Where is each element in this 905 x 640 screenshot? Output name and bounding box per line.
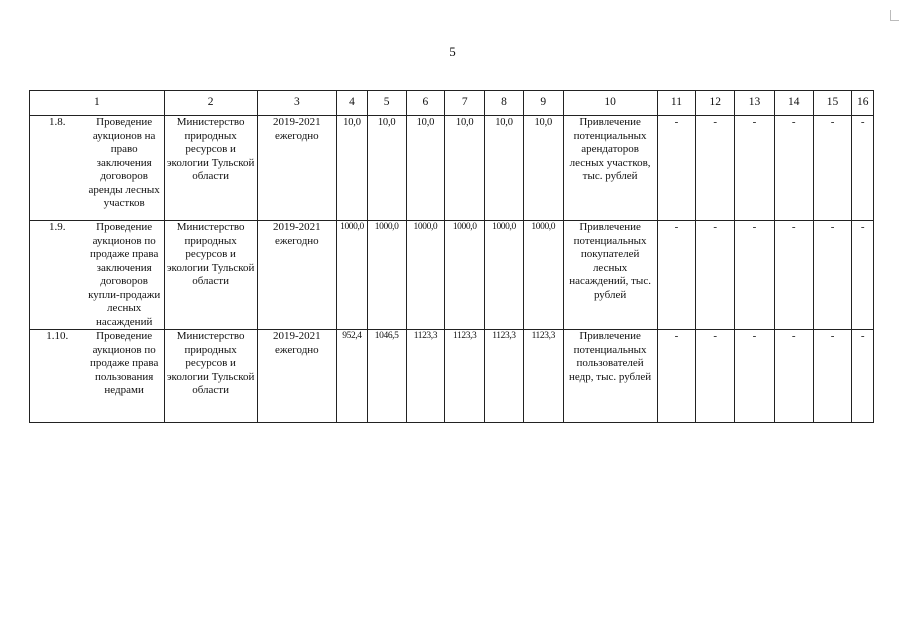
header-row <box>30 91 874 116</box>
indicator: Привлечение потенциальных покупателей лесных насаждений, тыс. рублей <box>563 221 657 330</box>
dash-cell: - <box>774 116 813 221</box>
dash-cell: - <box>657 330 696 423</box>
value-cell: 1123,3 <box>485 330 524 423</box>
table-row <box>30 116 874 221</box>
header-cell: 12 <box>696 91 735 116</box>
measures-table <box>29 90 874 423</box>
header-cell: 2 <box>164 91 257 116</box>
value-cell: 1000,0 <box>406 221 445 330</box>
header-cell: 7 <box>445 91 485 116</box>
dash-cell: - <box>774 330 813 423</box>
header-cell: 5 <box>367 91 406 116</box>
header-cell: 6 <box>406 91 445 116</box>
value-cell: 10,0 <box>523 116 563 221</box>
value-cell: 10,0 <box>445 116 485 221</box>
dash-cell: - <box>774 221 813 330</box>
header-cell: 9 <box>523 91 563 116</box>
page-number: 5 <box>449 44 456 59</box>
dash-cell: - <box>735 330 775 423</box>
dash-cell: - <box>813 221 852 330</box>
dash-cell: - <box>852 221 874 330</box>
measure-name: Проведение аукционов на право заключения договоров аренды лесных участков <box>85 116 165 221</box>
period: 2019-2021 ежегодно <box>257 116 337 221</box>
header-cell: 1 <box>30 91 165 116</box>
header-cell: 3 <box>257 91 337 116</box>
value-cell: 952,4 <box>337 330 368 423</box>
value-cell: 1000,0 <box>445 221 485 330</box>
dash-cell: - <box>696 330 735 423</box>
table-row <box>30 330 874 423</box>
measure-name: Проведение аукционов по продаже права пользования недрами <box>85 330 165 423</box>
executor: Министерство природных ресурсов и экологии Тульской области <box>164 116 257 221</box>
value-cell: 10,0 <box>337 116 368 221</box>
value-cell: 1046,5 <box>367 330 406 423</box>
dash-cell: - <box>852 330 874 423</box>
table-row <box>30 221 874 330</box>
row-number: 1.9. <box>30 221 85 330</box>
period: 2019-2021 ежегодно <box>257 221 337 330</box>
value-cell: 1000,0 <box>337 221 368 330</box>
value-cell: 1123,3 <box>523 330 563 423</box>
header-cell: 4 <box>337 91 368 116</box>
value-cell: 1123,3 <box>445 330 485 423</box>
value-cell: 10,0 <box>485 116 524 221</box>
dash-cell: - <box>696 221 735 330</box>
dash-cell: - <box>852 116 874 221</box>
value-cell: 1000,0 <box>523 221 563 330</box>
header-cell: 14 <box>774 91 813 116</box>
executor: Министерство природных ресурсов и экологии Тульской области <box>164 330 257 423</box>
value-cell: 10,0 <box>406 116 445 221</box>
header-cell: 8 <box>485 91 524 116</box>
period: 2019-2021 ежегодно <box>257 330 337 423</box>
value-cell: 1000,0 <box>485 221 524 330</box>
dash-cell: - <box>657 221 696 330</box>
dash-cell: - <box>813 330 852 423</box>
corner-scan-mark <box>890 10 899 21</box>
measure-name: Проведение аукционов по продаже права заключения договоров купли-продажи лесных насаждений <box>85 221 165 330</box>
dash-cell: - <box>735 116 775 221</box>
dash-cell: - <box>735 221 775 330</box>
value-cell: 1123,3 <box>406 330 445 423</box>
value-cell: 1000,0 <box>367 221 406 330</box>
dash-cell: - <box>657 116 696 221</box>
header-cell: 13 <box>735 91 775 116</box>
dash-cell: - <box>813 116 852 221</box>
header-cell: 16 <box>852 91 874 116</box>
value-cell: 10,0 <box>367 116 406 221</box>
indicator: Привлечение потенциальных арендаторов лесных участков, тыс. рублей <box>563 116 657 221</box>
executor: Министерство природных ресурсов и экологии Тульской области <box>164 221 257 330</box>
row-number: 1.8. <box>30 116 85 221</box>
header-cell: 15 <box>813 91 852 116</box>
indicator: Привлечение потенциальных пользователей недр, тыс. рублей <box>563 330 657 423</box>
header-cell: 11 <box>657 91 696 116</box>
row-number: 1.10. <box>30 330 85 423</box>
dash-cell: - <box>696 116 735 221</box>
header-cell: 10 <box>563 91 657 116</box>
